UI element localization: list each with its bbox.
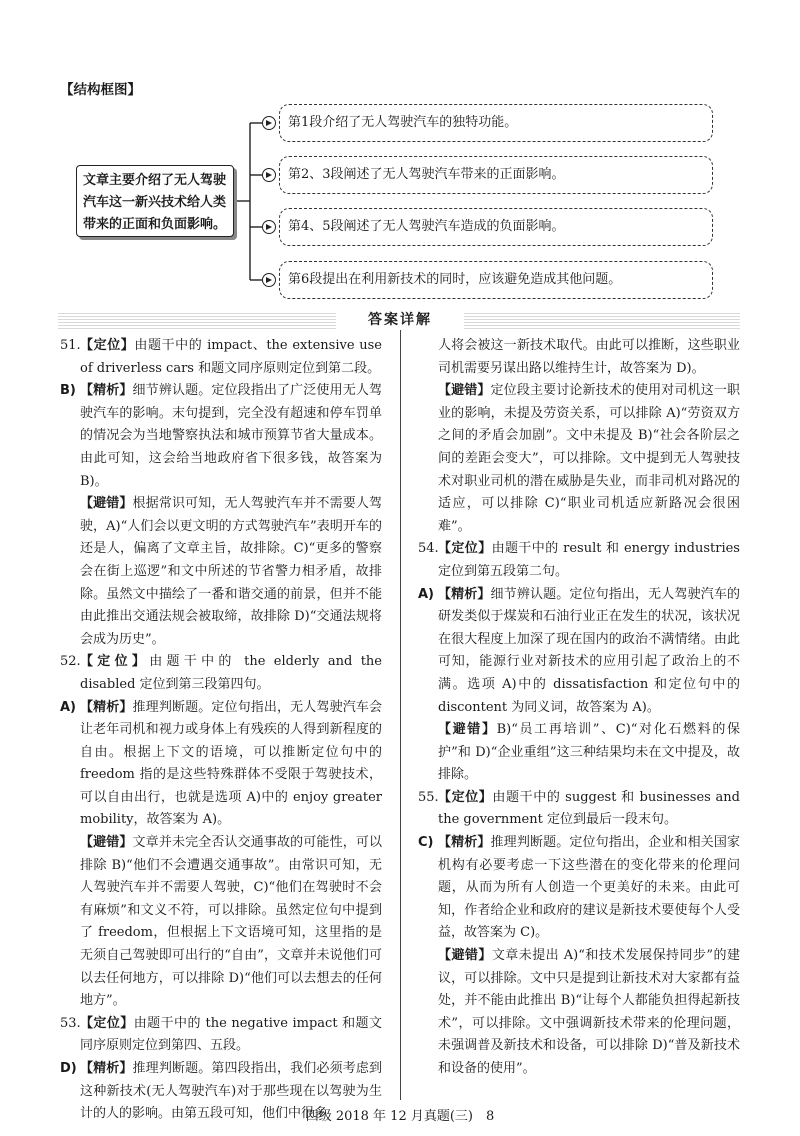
paragraph-box-1: 第1段介绍了无人驾驶汽车的独特功能。 <box>279 104 713 142</box>
entry-prefix: 55. <box>418 789 439 805</box>
column-divider <box>400 330 401 1100</box>
entry-tag: 【避错】 <box>438 383 491 399</box>
entry-text: 文章未提出 A)“和技术发展保持同步”的建议，可以排除。文中只是提到让新技术对大家都有益处，并不能由此推出 B)“让每个人都能负担得起新技术”，可以排除。文中强调新技术带来的伦理问题，未强调普及新技术和设备，可以排除 D)“普及新技术和设备的使用”。 <box>438 948 740 1076</box>
entry-prefix: 54. <box>418 541 439 557</box>
entry-prefix: D) <box>60 1061 77 1076</box>
arrow-circle-icon <box>262 168 276 182</box>
entry-prefix: A) <box>60 699 77 715</box>
entry-text: 由题干中的 result 和 energy industries 定位到第五段第二句。 <box>438 541 740 579</box>
paragraph-box-2: 第2、3段阐述了无人驾驶汽车带来的正面影响。 <box>279 156 713 194</box>
entry-text: 根据常识可知，无人驾驶汽车并不需要人驾驶，A)“人们会以更文明的方式驾驶汽车”表明开车的还是人，偏离了文章主旨，故排除。C)“更多的警察会在街上巡逻”和文中所述的节省警力相矛盾，故排除。虽然文中描绘了一番和谐交通的前景，但并不能由此推出交通法规会被取缔，故排除 D)“交通法规将会成为历史”。 <box>80 496 382 647</box>
entry-tag: 【精析】 <box>80 1061 133 1076</box>
answer-entry <box>60 651 382 696</box>
entry-prefix: B) <box>60 383 76 399</box>
entry-prefix: 52. <box>60 654 81 670</box>
entry-tag: 【定位】 <box>80 654 150 670</box>
answer-entry <box>60 1013 382 1058</box>
summary-box: 文章主要介绍了无人驾驶汽车这一新兴技术给人类带来的正面和负面影响。 <box>76 165 234 237</box>
framework-title: 【结构框图】 <box>60 82 141 98</box>
entry-text: 人将会被这一新技术取代。由此可以推断，这些职业司机需要另谋出路以维持生计，故答案为 D)。 <box>438 338 740 376</box>
arrow-circle-icon <box>262 220 276 234</box>
entry-tag: 【精析】 <box>438 835 491 851</box>
entry-text: 由题干中的 the elderly and the disabled 定位到第三段第四句。 <box>80 654 382 692</box>
arrow-circle-icon <box>262 273 276 287</box>
entry-tag: 【精析】 <box>80 699 133 715</box>
answer-entry <box>418 584 740 720</box>
answer-entry <box>60 380 382 493</box>
entry-tag: 【避错】 <box>80 496 133 512</box>
page-footer: 四级 2018 年 12 月真题(三) 8 <box>305 1109 495 1124</box>
entry-tag: 【避错】 <box>438 722 497 738</box>
entry-text: 推理判断题。定位句指出，企业和相关国家机构有必要考虑一下这些潜在的变化带来的伦理问题，从而为所有人创造一个更美好的未来。由此可知，作者给企业和政府的建议是新技术要使每个人受益，故答案为 C)。 <box>438 835 740 941</box>
entry-text: 由题干中的 the negative impact 和题文同序原则定位到第四、五段。 <box>80 1015 382 1054</box>
answer-entry <box>418 380 740 538</box>
entry-prefix: A) <box>418 586 435 602</box>
entry-text: 推理判断题。第四段指出，我们必须考虑到这种新技术(无人驾驶汽车)对于那些现在以驾驶为生计的人的影响。由第五段可知，他们中很多 <box>80 1061 382 1122</box>
entry-text: 细节辨认题。定位段指出了广泛使用无人驾驶汽车的影响。末句提到，完全没有超速和停车罚单的情况会为当地警察执法和城市预算节省大量成本。由此可知，这会给当地政府省下很多钱，故答案为 B)。 <box>80 383 382 489</box>
answer-entry <box>418 335 740 380</box>
answer-entry <box>418 945 740 1081</box>
entry-prefix: 51. <box>60 338 81 353</box>
entry-tag: 【定位】 <box>438 541 492 557</box>
entry-tag: 【精析】 <box>80 383 133 399</box>
answer-entry <box>418 787 740 832</box>
entry-text: B)“员工再培训”、C)“对化石燃料的保护”和 D)“企业重组”这三种结果均未在文中提及，故排除。 <box>438 722 740 783</box>
entry-text: 由题干中的 suggest 和 businesses and the government 定位到最后一段末句。 <box>438 789 740 828</box>
answer-column-left <box>60 335 382 1126</box>
entry-tag: 【避错】 <box>80 835 133 851</box>
entry-prefix: C) <box>418 835 434 851</box>
answer-entry <box>60 697 382 833</box>
answer-entry <box>418 832 740 945</box>
entry-text: 定位段主要讨论新技术的使用对司机这一职业的影响，未提及劳资关系，可以排除 A)“劳资双方之间的矛盾会加剧”。文中未提及 B)“社会各阶层之间的差距会变大”，可以排除。文中提到无人驾驶技术对职业司机的潜在威胁是失业，而非司机对路况的适应，可以排除 C)“职业司机适应新路况会很困难”。 <box>438 383 740 534</box>
answer-column-right <box>418 335 740 1081</box>
arrow-circle-icon <box>262 116 276 130</box>
answer-entry <box>60 832 382 1013</box>
entry-text: 推理判断题。定位句指出，无人驾驶汽车会让老年司机和视力或身体上有残疾的人得到新程度的自由。根据上下文的语境，可以推断定位句中的 freedom 指的是这些特殊群体不受限于驾驶技术，可以自由出行，也就是选项 A)中的 enjoy greater mobility，故答案为 A)。 <box>80 699 382 828</box>
paragraph-box-3: 第4、5段阐述了无人驾驶汽车造成的负面影响。 <box>279 208 713 246</box>
entry-text: 细节辨认题。定位句指出，无人驾驶汽车的研发类似于煤炭和石油行业正在发生的状况，该状况在很大程度上加深了现在国内的政治不满情绪。由此可知，能源行业对新技术的应用引起了政治上的不满。选项 A)中的 dissatisfaction 和定位句中的 discontent 为同义词，故答案为 A)。 <box>438 586 740 715</box>
entry-tag: 【定位】 <box>80 338 135 353</box>
entry-tag: 【定位】 <box>438 789 493 805</box>
entry-text: 文章并未完全否认交通事故的可能性，可以排除 B)“他们不会遭遇交通事故”。由常识可知，无人驾驶汽车并不需要人驾驶，C)“他们在驾驶时不会有麻烦”和文义不符，可以排除。虽然定位句中提到了 freedom，但根据上下文语境可知，这里指的是无须自己驾驶即可出行的“自由”，文章并未说他们可以去任何地方，可以排除 D)“他们可以去想去的任何地方”。 <box>80 835 382 1009</box>
entry-tag: 【定位】 <box>80 1015 134 1031</box>
section-title: 答案详解 <box>336 310 464 330</box>
answer-entry <box>60 335 382 380</box>
entry-tag: 【精析】 <box>438 586 491 602</box>
answer-entry <box>418 538 740 583</box>
entry-tag: 【避错】 <box>438 948 492 964</box>
entry-prefix: 53. <box>60 1015 81 1031</box>
entry-text: 由题干中的 impact、the extensive use of driverless cars 和题文同序原则定位到第二段。 <box>80 338 382 376</box>
answer-entry <box>418 719 740 787</box>
paragraph-box-4: 第6段提出在利用新技术的同时，应该避免造成其他问题。 <box>279 261 713 299</box>
answer-entry <box>60 493 382 651</box>
